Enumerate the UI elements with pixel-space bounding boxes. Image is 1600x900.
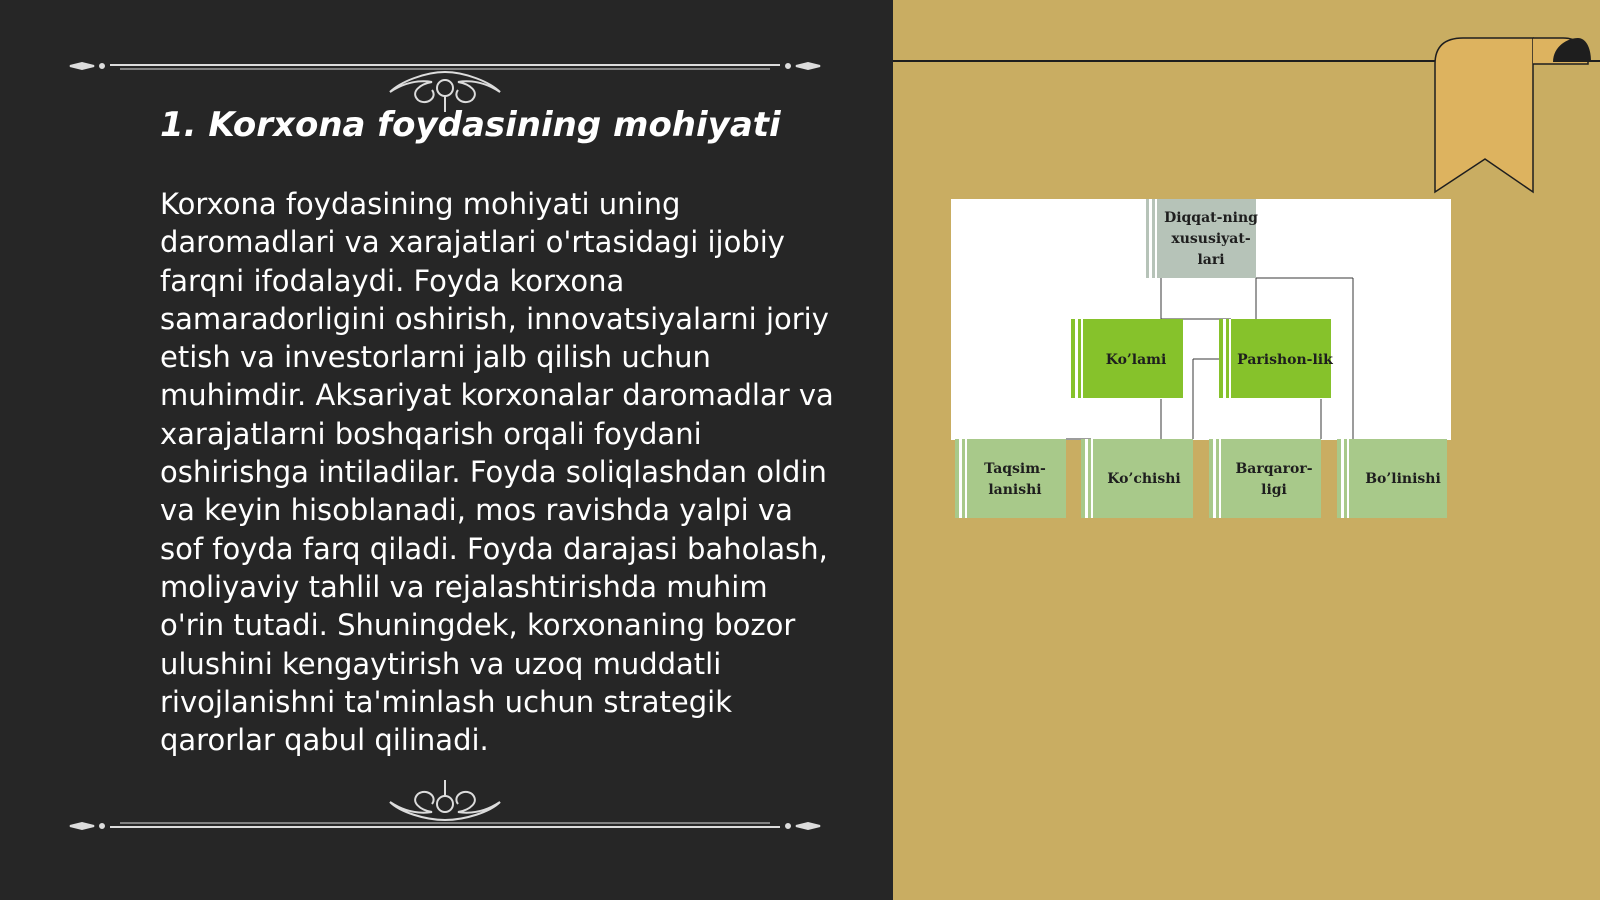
slide-body-text: Korxona foydasining mohiyati uning daromadlari va xarajatlari o'rtasidagi ijobiy farqni ifodalaydi. Foyda korxona samaradorligini oshirish, innovatsiyalarni joriy etish va investorlarni jalb qilish uchun muhimdir. Aksariyat korxonalar daromadlar va xarajatlarni boshqarish orqali foydani oshirishga intiladilar. Foyda soliqlashdan oldin va keyin hisoblanadi, mos ravishda yalpi va sof foyda farq qiladi. Foyda darajasi baholash, moliyaviy tahlil va rejalashtirishda muhim o'rin tutadi. Shuningdek, korxonaning bozor ulushini kengaytirish va uzoq muddatli rivojlanishni ta'minlash uchun strategik qarorlar qabul qilinadi. [160, 187, 834, 758]
bookmark-ribbon-icon [1433, 34, 1593, 199]
diagram [951, 199, 1451, 520]
bottom-1-line2: lanishi [988, 482, 1042, 498]
decorative-flourish-icon [60, 772, 830, 842]
bottom-2-line1: Ko’chishi [1107, 471, 1181, 487]
root-label-line1: Diqqat-ning [1164, 210, 1258, 226]
slide-title: 1. Korxona foydasining mohiyati [160, 105, 781, 145]
diagram-node-root [1146, 199, 1258, 278]
middle-right-label: Parishon-lik [1237, 352, 1333, 368]
root-label-line3: lari [1197, 252, 1225, 268]
diagram-node-bottom-3 [1209, 439, 1321, 518]
root-label-line2: xususiyat- [1171, 231, 1251, 247]
diagram-node-bottom-2 [1081, 439, 1193, 518]
bottom-4-line1: Bo’linishi [1365, 471, 1441, 487]
diagram-node-bottom-4 [1337, 439, 1447, 518]
diagram-node-middle-left [1071, 319, 1183, 398]
bottom-3-line2: ligi [1261, 482, 1287, 498]
bottom-3-line1: Barqaror- [1235, 461, 1313, 477]
right-panel [893, 0, 1600, 900]
diagram-node-middle-right [1219, 319, 1333, 398]
diagram-node-bottom-1 [955, 439, 1066, 518]
bottom-1-line1: Taqsim- [984, 461, 1046, 477]
diagram-svg [951, 199, 1451, 520]
middle-left-label: Ko’lami [1105, 352, 1167, 368]
